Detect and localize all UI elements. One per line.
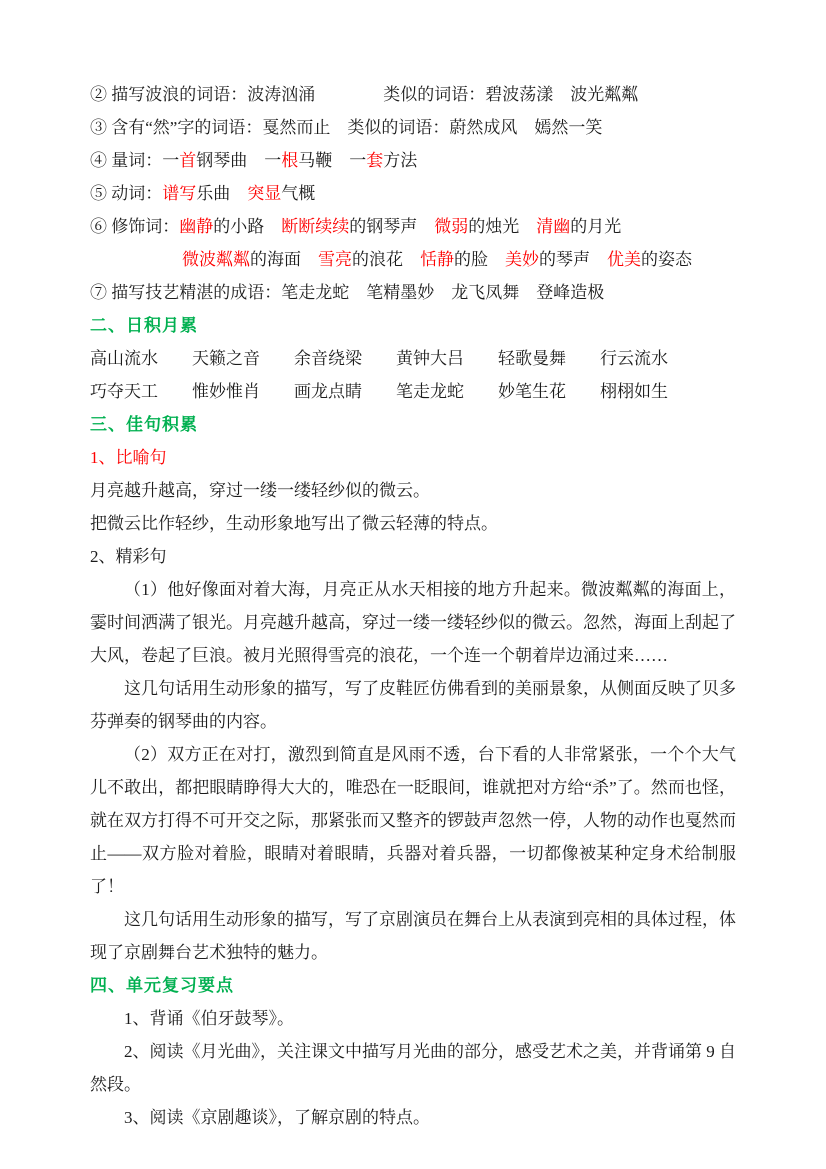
text-run: 乐曲 [196, 184, 248, 203]
review-point-3 [90, 1101, 736, 1134]
word-item-7-idioms-skill [90, 276, 736, 309]
text-run: 3、阅读《京剧趣谈》，了解京剧的特点。 [124, 1108, 430, 1127]
text-run: ④ 量词：一 [90, 151, 180, 170]
text-run: （2）双方正在对打，激烈到简直是风雨不透，台下看的人非常紧张，一个个大气儿不敢出，都把眼睛睁得大大的，唯恐在一眨眼间，谁就把对方给“杀”了。然而也怪，就在双方打得不可开交之际，那紧张而又整齐的锣鼓声忽然一停，人物的动作也戛然而止——双方脸对着脸，眼睛对着眼睛，兵器对着兵器，一切都像被某种定身术给制服了！ [90, 745, 736, 896]
text-run: 马鞭 一 [298, 151, 367, 170]
text-run: 高山流水 天籁之音 余音绕梁 黄钟大吕 轻歌曼舞 行云流水 [90, 349, 668, 368]
section-heading-sentence-accumulation [90, 408, 736, 441]
highlighted-word: 突显 [247, 184, 282, 203]
highlighted-word: 套 [366, 151, 384, 170]
text-run: 2、精彩句 [90, 547, 167, 566]
text-run: 月亮越升越高，穿过一缕一缕轻纱似的微云。 [90, 481, 430, 500]
metaphor-sentence [90, 474, 736, 507]
text-run: 四、单元复习要点 [90, 976, 234, 995]
text-run: 方法 [383, 151, 418, 170]
highlighted-word: 幽静 [179, 217, 214, 236]
section-heading-unit-review [90, 969, 736, 1002]
word-item-3-ran [90, 111, 736, 144]
word-item-6-modifiers-line2 [90, 243, 736, 276]
review-point-2 [90, 1035, 736, 1101]
highlighted-word: 微波粼粼 [182, 250, 250, 269]
highlighted-word: 清幽 [536, 217, 571, 236]
idiom-row-1 [90, 342, 736, 375]
text-run: 巧夺天工 惟妙惟肖 画龙点睛 笔走龙蛇 妙笔生花 栩栩如生 [90, 382, 668, 401]
word-item-4-measure-words [90, 144, 736, 177]
idiom-row-2 [90, 375, 736, 408]
text-run: 1、比喻句 [90, 448, 167, 467]
text-run: 的海面 [250, 250, 318, 269]
text-run: 的钢琴声 [349, 217, 435, 236]
word-item-6-modifiers-line1 [90, 210, 736, 243]
text-run: ③ 含有“然”字的词语：戛然而止 类似的词语：蔚然成风 嫣然一笑 [90, 118, 603, 137]
text-run: ⑦ 描写技艺精湛的成语：笔走龙蛇 笔精墨妙 龙飞凤舞 登峰造极 [90, 283, 605, 302]
text-run: 的月光 [570, 217, 622, 236]
text-run: 的琴声 [539, 250, 607, 269]
text-run: 这几句话用生动形象的描写，写了皮鞋匠仿佛看到的美丽景象，从侧面反映了贝多芬弹奏的钢琴曲的内容。 [90, 679, 736, 731]
text-run: 的小路 [213, 217, 282, 236]
text-run: ② 描写波浪的词语：波涛汹涌 类似的词语：碧波荡漾 波光粼粼 [90, 85, 639, 104]
text-run: 三、佳句积累 [90, 415, 198, 434]
section-heading-daily-accumulation [90, 309, 736, 342]
highlighted-word: 根 [281, 151, 299, 170]
highlighted-word: 首 [179, 151, 197, 170]
review-point-1 [90, 1002, 736, 1035]
metaphor-analysis [90, 507, 736, 540]
excerpt-2-analysis [90, 903, 736, 969]
text-run: 2、阅读《月光曲》，关注课文中描写月光曲的部分，感受艺术之美，并背诵第 9 自然段。 [90, 1042, 736, 1094]
text-run: 的烛光 [468, 217, 537, 236]
word-item-2-waves [90, 78, 736, 111]
text-run: 钢琴曲 一 [196, 151, 282, 170]
text-run: ⑥ 修饰词： [90, 217, 180, 236]
word-item-5-verbs [90, 177, 736, 210]
highlighted-word: 微弱 [434, 217, 469, 236]
highlighted-word: 美妙 [505, 250, 539, 269]
excerpt-2-opera [90, 738, 736, 903]
subheading-wonderful-sentence [90, 540, 736, 573]
text-run: 的姿态 [641, 250, 692, 269]
text-run: （1）他好像面对着大海，月亮正从水天相接的地方升起来。微波粼粼的海面上，霎时间洒满了银光。月亮越升越高，穿过一缕一缕轻纱似的微云。忽然，海面上刮起了大风，卷起了巨浪。被月光照得雪亮的浪花，一个连一个朝着岸边涌过来…… [90, 580, 736, 665]
excerpt-1-analysis [90, 672, 736, 738]
subheading-metaphor [90, 441, 736, 474]
text-run: 把微云比作轻纱，生动形象地写出了微云轻薄的特点。 [90, 514, 498, 533]
text-run: 的浪花 [352, 250, 420, 269]
highlighted-word: 恬静 [420, 250, 454, 269]
highlighted-word: 谱写 [162, 184, 197, 203]
text-run: 二、日积月累 [90, 316, 198, 335]
text-run: 的脸 [454, 250, 505, 269]
highlighted-word: 优美 [607, 250, 641, 269]
highlighted-word: 断断续续 [281, 217, 350, 236]
excerpt-1-moonlight [90, 573, 736, 672]
text-run: 1、背诵《伯牙鼓琴》。 [124, 1009, 294, 1028]
highlighted-word: 雪亮 [318, 250, 352, 269]
text-run: 这几句话用生动形象的描写，写了京剧演员在舞台上从表演到亮相的具体过程，体现了京剧舞台艺术独特的魅力。 [90, 910, 736, 962]
text-run: ⑤ 动词： [90, 184, 163, 203]
text-run: 气概 [281, 184, 316, 203]
